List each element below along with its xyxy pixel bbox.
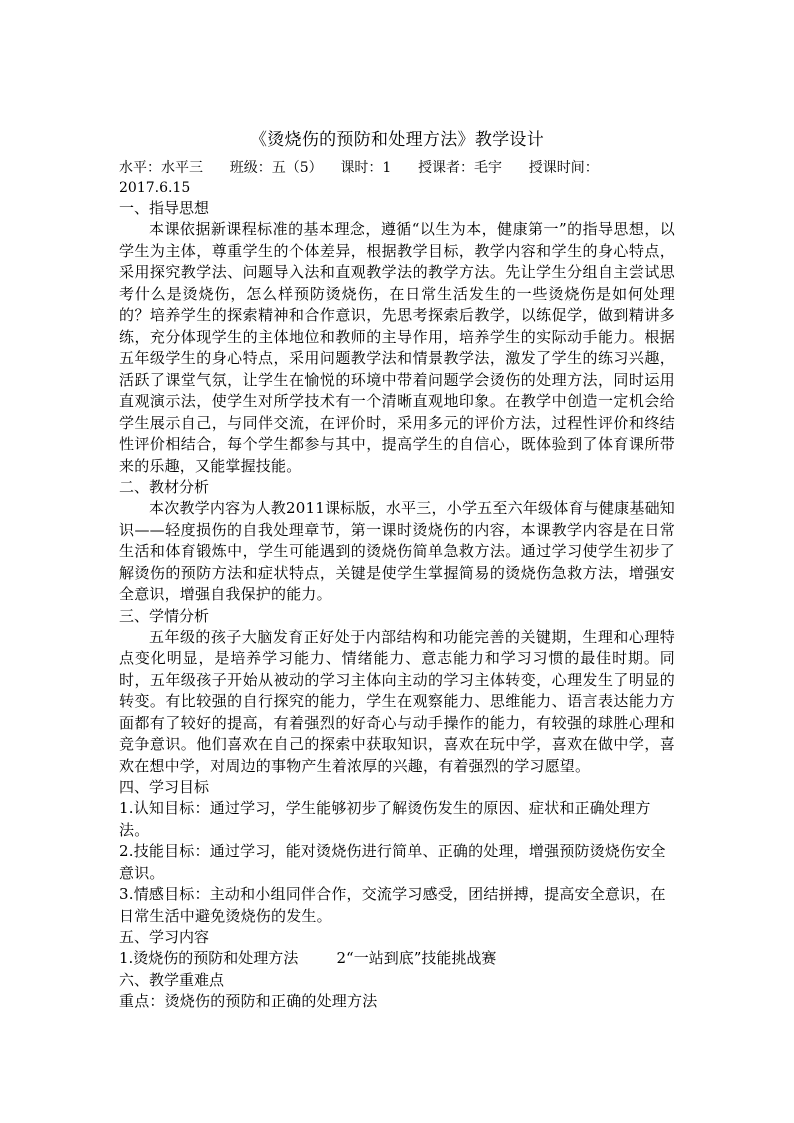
goal-cognitive: 1.认知目标：通过学习，学生能够初步了解烫伤发生的原因、症状和正确处理方法。	[119, 799, 651, 839]
course-meta	[119, 158, 675, 178]
meta-teacher: 授课者：毛宇	[418, 160, 503, 176]
section-heading-learning-goals: 四、学习目标	[119, 778, 210, 796]
goal-affective: 3.情感目标：主动和小组同伴合作，交流学习感受，团结拼搏，提高安全意识，在日常生活中避免烫烧伤的发生。	[119, 885, 666, 925]
section-heading-learner-analysis: 三、学情分析	[119, 606, 210, 625]
key-point: 重点：烫烧伤的预防和正确的处理方法	[119, 991, 378, 1010]
goal-skill: 2.技能目标：通过学习，能对烫烧伤进行简单、正确的处理，增强预防烫烧伤安全意识。	[119, 842, 666, 882]
document-title: 《烫烧伤的预防和处理方法》教学设计	[249, 130, 545, 150]
section-heading-key-difficulties: 六、教学重难点	[119, 970, 225, 989]
section-text-guiding-ideology: 本课依据新课程标准的基本理念，遵循“以生为本，健康第一”的指导思想，以学生为主体，尊重学生的个体差异，根据教学目标，教学内容和学生的身心特点，采用探究教学法、问题导入法和直观教学法的教学方法。先让学生分组自主尝试思考什么是烫烧伤，怎么样预防烫烧伤，在日常生活发生的一些烫烧伤是如何处理的？培养学生的探索精神和合作意识，先思考探索后教学，以练促学，做到精讲多练，充分体现学生的主体地位和教师的主导作用，培养学生的实际动手能力。根据五年级学生的身心特点，采用问题教学法和情景教学法，激发了学生的练习兴趣，活跃了课堂气氛，让学生在愉悦的环境中带着问题学会烫伤的处理方法，同时运用直观演示法，使学生对所学技术有一个清晰直观地印象。在教学中创造一定机会给学生展示自己，与同伴交流，在评价时，采用多元的评价方法，过程性评价和终结性评价相结合，每个学生都参与其中，提高学生的自信心，既体验到了体育课所带来的乐趣，又能掌握技能。	[119, 220, 675, 475]
document-body	[119, 128, 675, 1012]
meta-date-label: 授课时间：	[528, 160, 599, 176]
section-heading-learning-content: 五、学习内容	[119, 928, 210, 946]
section-text-learner-analysis: 五年级的孩子大脑发育正好处于内部结构和功能完善的关键期，生理和心理特点变化明显，是培养学习能力、情绪能力、意志能力和学习习惯的最佳时期。同时，五年级孩子开始从被动的学习主体向主动的学习主体转变，心理发生了明显的转变。有比较强的自行探究的能力，学生在观察能力、思维能力、语言表达能力方面都有了较好的提高，有着强烈的好奇心与动手操作的能力，有较强的球胜心理和竞争意识。他们喜欢在自己的探索中获取知识，喜欢在玩中学，喜欢在做中学，喜欢在想中学，对周边的事物产生着浓厚的兴趣，有着强烈的学习愿望。	[119, 627, 675, 775]
section-text-material-analysis: 本次教学内容为人教2011课标版，水平三，小学五至六年级体育与健康基础知识——轻度损伤的自我处理章节，第一课时烫烧伤的内容，本课教学内容是在日常生活和体育锻炼中，学生可能遇到的烫烧伤简单急救方法。通过学习使学生初步了解烫伤的预防方法和症状特点，关键是使学生掌握简易的烫烧伤急救方法，增强安全意识，增强自我保护的能力。	[119, 499, 675, 603]
content-item-1: 1.烫烧伤的预防和处理方法	[119, 949, 299, 967]
meta-period: 课时：1	[340, 160, 392, 176]
section-heading-guiding-ideology: 一、指导思想	[119, 199, 210, 217]
meta-class: 班级：五（5）	[229, 160, 323, 176]
meta-date-value: 2017.6.15	[119, 180, 191, 196]
learning-content-row	[119, 948, 675, 970]
content-item-2: 2“一站到底”技能挑战赛	[336, 949, 497, 967]
meta-level: 水平：水平三	[119, 160, 203, 176]
section-heading-material-analysis: 二、教材分析	[119, 478, 210, 496]
